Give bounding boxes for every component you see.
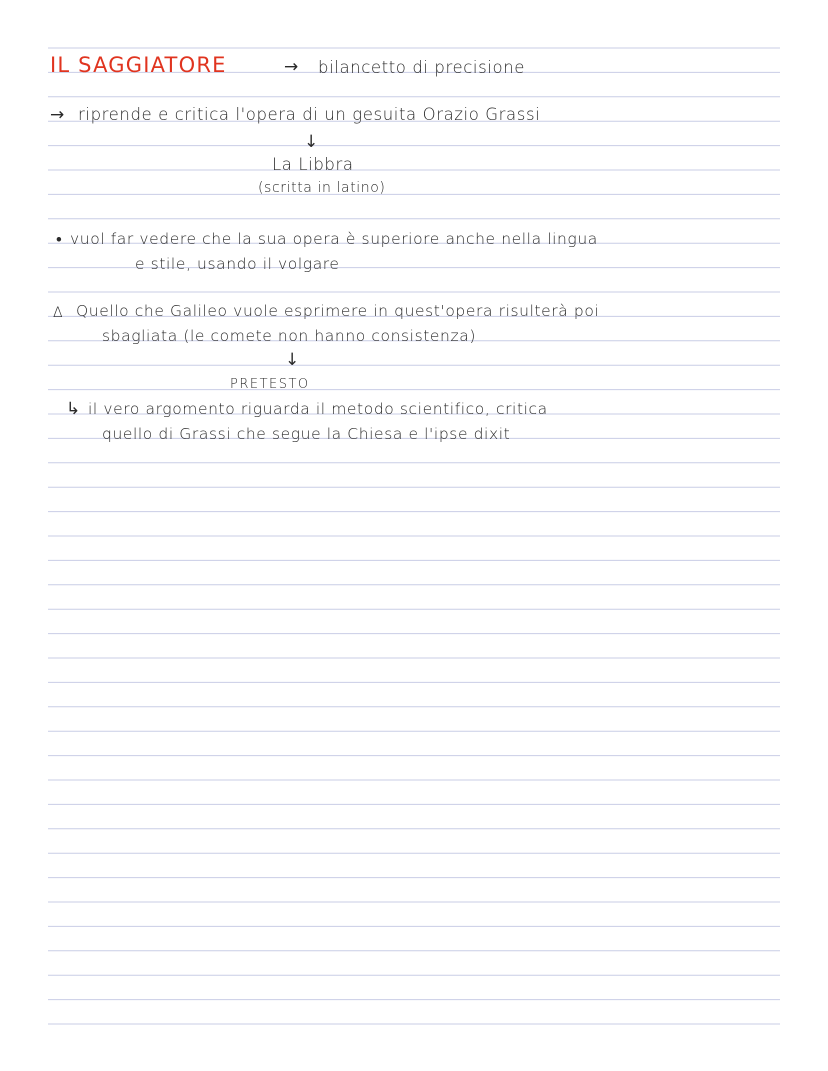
bullet-dot-icon: • — [56, 230, 63, 249]
page-title: IL SAGGIATORE — [50, 53, 227, 77]
libbra-title: La Libbra — [272, 155, 354, 174]
down-arrow-icon-2: ↓ — [285, 350, 300, 370]
title-arrow-icon: → — [284, 57, 299, 77]
point1-line-b: e stile, usando il volgare — [135, 255, 340, 273]
point1-line-a: vuol far vedere che la sua opera è superiore anche nella lingua — [70, 230, 598, 248]
title-gloss: bilancetto di precisione — [318, 58, 526, 77]
sub-arrow-icon: ↳ — [66, 399, 81, 419]
point2-line-b: sbagliata (le comete non hanno consistenza) — [102, 327, 476, 345]
intro-arrow-icon: → — [50, 105, 65, 125]
intro-text: riprende e critica l'opera di un gesuita Orazio Grassi — [78, 105, 541, 124]
pretesto-label: PRETESTO — [230, 377, 310, 392]
point2-line-a: Quello che Galileo vuole esprimere in quest'opera risulterà poi — [76, 302, 600, 320]
warning-triangle-icon: Δ — [53, 305, 64, 321]
point3-line-a: il vero argomento riguarda il metodo scientifico, critica — [88, 400, 548, 418]
point3-line-b: quello di Grassi che segue la Chiesa e l'ipse dixit — [102, 425, 511, 443]
down-arrow-icon: ↓ — [304, 132, 319, 152]
libbra-note: (scritta in latino) — [258, 180, 386, 196]
